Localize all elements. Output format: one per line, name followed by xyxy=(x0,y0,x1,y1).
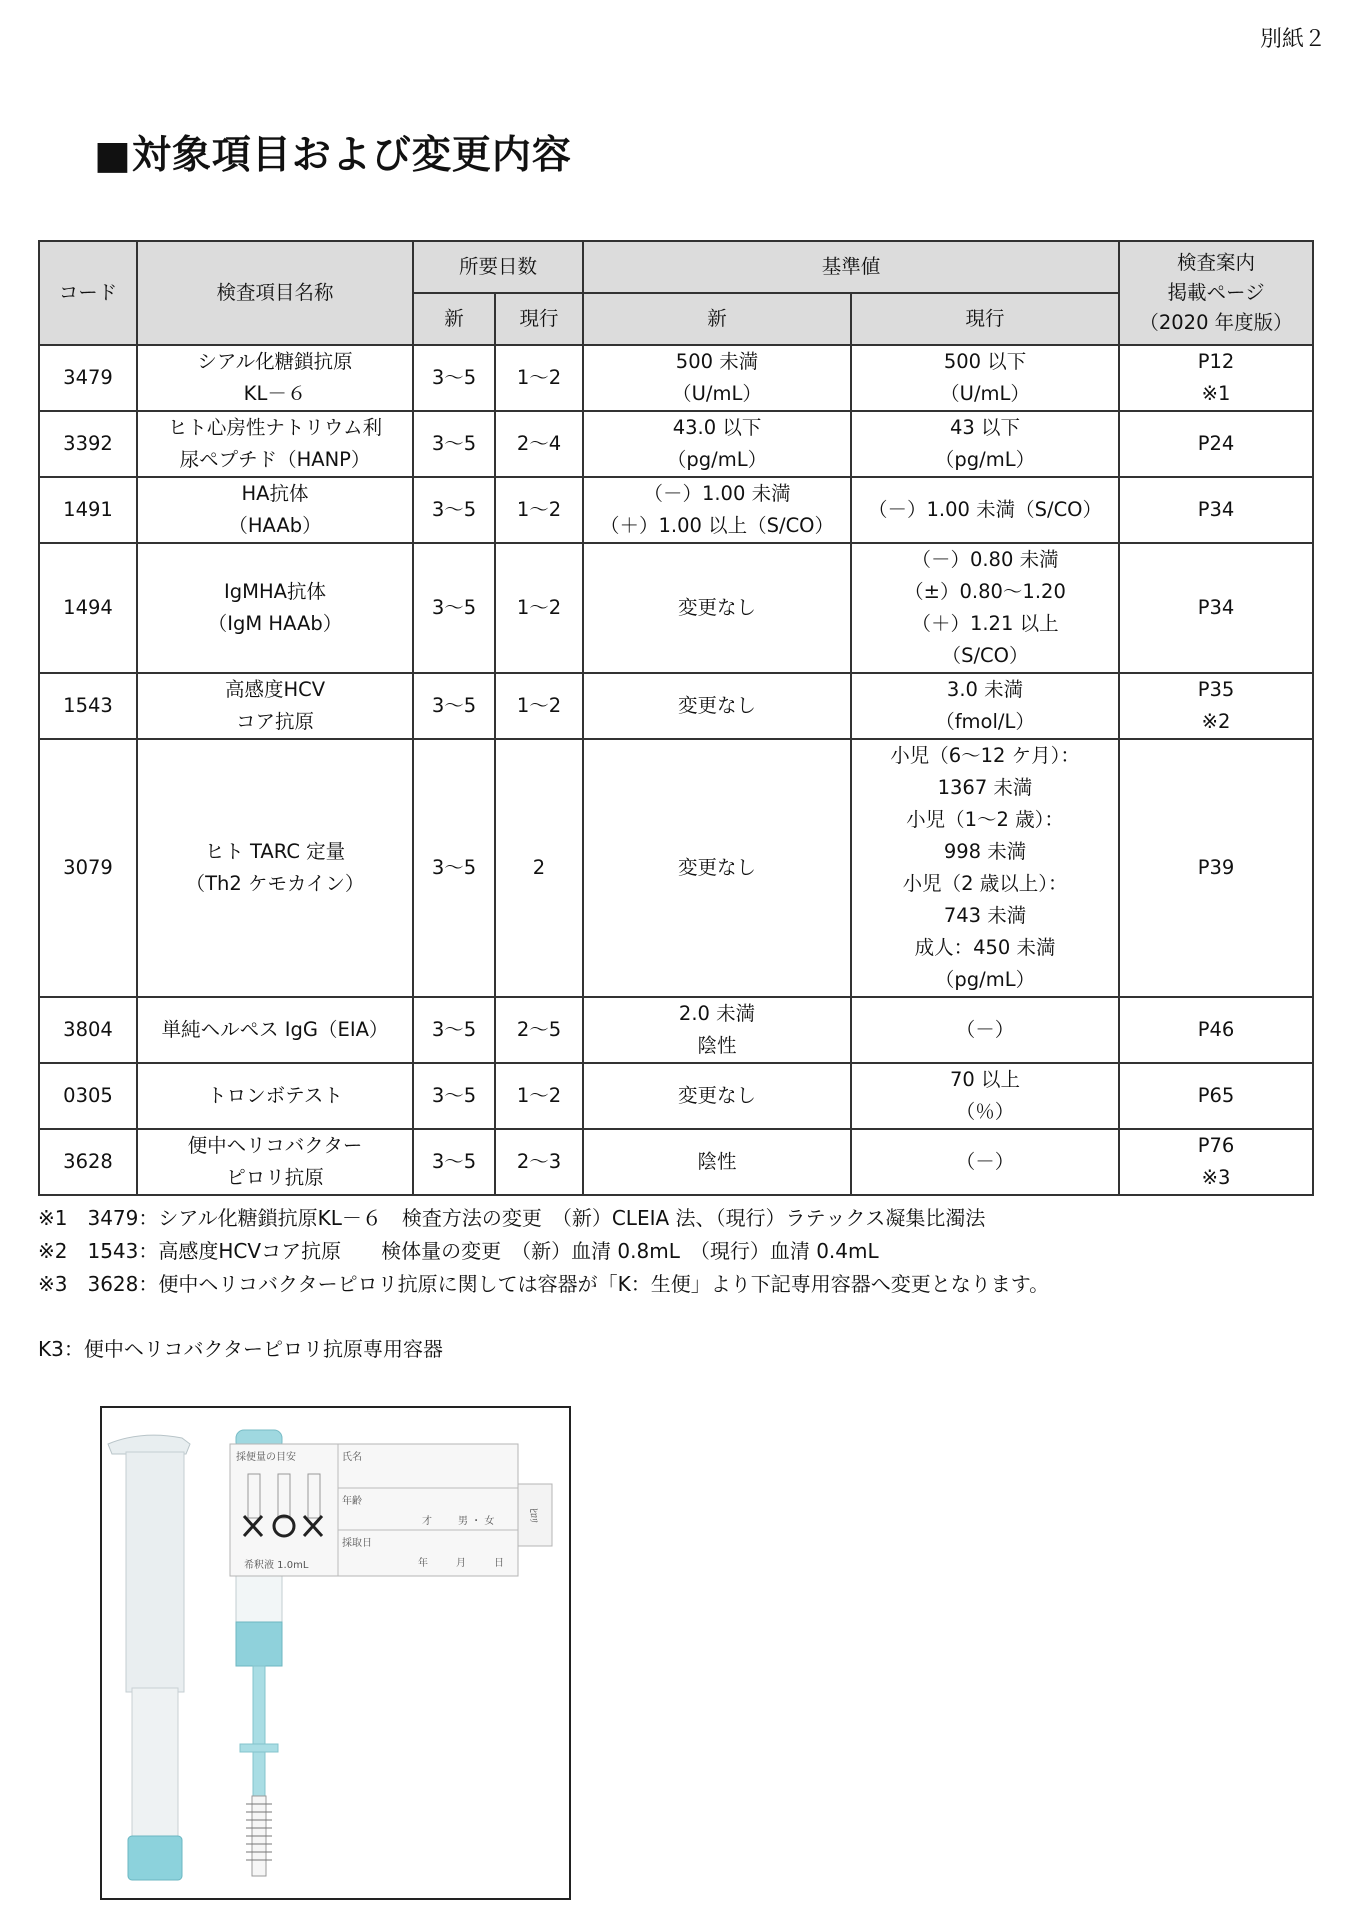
cell-days-current: 1～2 xyxy=(495,477,583,543)
cell-ref-new: （－）1.00 未満 （＋）1.00 以上（S/CO） xyxy=(583,477,851,543)
label-month: 月 xyxy=(456,1558,466,1569)
cell-page: P76 ※3 xyxy=(1119,1129,1313,1195)
cell-days-current: 1～2 xyxy=(495,543,583,673)
header-ref-current: 現行 xyxy=(851,293,1119,345)
cell-days-new: 3～5 xyxy=(413,673,495,739)
cell-page: P39 xyxy=(1119,739,1313,997)
cell-ref-current: 小児（6～12 ケ月）： 1367 未満 小児（1～2 歳）： 998 未満 小児（2 歳以上）： 743 未満 成人：450 未満 （pg/mL） xyxy=(851,739,1119,997)
header-code: コード xyxy=(39,241,137,345)
document-label: 別紙２ xyxy=(1259,27,1326,52)
table-row xyxy=(39,477,1313,543)
label-guide-text: 採便量の目安 xyxy=(236,1452,296,1463)
footnote-2: ※2 1543：高感度HCVコア抗原 検体量の変更 （新）血清 0.8mL （現行）血清 0.4mL xyxy=(38,1239,879,1263)
cell-days-current: 2～4 xyxy=(495,411,583,477)
cell-days-new: 3～5 xyxy=(413,411,495,477)
table-row xyxy=(39,1129,1313,1195)
label-age-text: 年齢 xyxy=(342,1496,362,1507)
cell-days-current: 2～5 xyxy=(495,997,583,1063)
cell-page: P12 ※1 xyxy=(1119,345,1313,411)
table-row xyxy=(39,345,1313,411)
cell-name: 単純ヘルペス IgG（EIA） xyxy=(137,997,413,1063)
change-table xyxy=(38,240,1314,1196)
label-date-text: 採取日 xyxy=(342,1538,372,1549)
header-required-days: 所要日数 xyxy=(413,241,583,293)
table-row xyxy=(39,411,1313,477)
cell-ref-new: 500 未満 （U/mL） xyxy=(583,345,851,411)
cell-ref-new: 変更なし xyxy=(583,739,851,997)
cell-code: 3628 xyxy=(39,1129,137,1195)
table-row xyxy=(39,543,1313,673)
cell-name: ヒト TARC 定量 （Th2 ケモカイン） xyxy=(137,739,413,997)
cell-days-new: 3～5 xyxy=(413,477,495,543)
cell-ref-new: 変更なし xyxy=(583,1063,851,1129)
cell-name: シアル化糖鎖抗原 KL－６ xyxy=(137,345,413,411)
cell-days-current: 1～2 xyxy=(495,673,583,739)
header-guide-page: 検査案内 掲載ページ （2020 年度版） xyxy=(1119,241,1313,345)
cell-ref-new: 変更なし xyxy=(583,543,851,673)
cell-ref-new: 43.0 以下 （pg/mL） xyxy=(583,411,851,477)
cell-ref-new: 2.0 未満 陰性 xyxy=(583,997,851,1063)
cell-ref-current: （－） xyxy=(851,1129,1119,1195)
cell-code: 3392 xyxy=(39,411,137,477)
cell-days-new: 3～5 xyxy=(413,345,495,411)
cell-days-new: 3～5 xyxy=(413,1063,495,1129)
table-row xyxy=(39,739,1313,997)
cell-page: P35 ※2 xyxy=(1119,673,1313,739)
sample-tube xyxy=(108,1435,190,1880)
cell-ref-current: （－）1.00 未満（S/CO） xyxy=(851,477,1119,543)
container-caption: K3：便中ヘリコバクターピロリ抗原専用容器 xyxy=(38,1337,444,1361)
cell-code: 1491 xyxy=(39,477,137,543)
header-ref-new: 新 xyxy=(583,293,851,345)
cell-name: 便中ヘリコバクター ピロリ抗原 xyxy=(137,1129,413,1195)
label-name-text: 氏名 xyxy=(342,1452,362,1463)
cell-name: ヒト心房性ナトリウム利 尿ペプチド（HANP） xyxy=(137,411,413,477)
label-age-unit: 才 xyxy=(422,1516,432,1527)
footnote-1: ※1 3479：シアル化糖鎖抗原KL－６ 検査方法の変更 （新）CLEIA 法、（現行）ラテックス凝集比濁法 xyxy=(38,1206,986,1230)
cell-days-current: 2～3 xyxy=(495,1129,583,1195)
cell-ref-current: （－） xyxy=(851,997,1119,1063)
footnote-3: ※3 3628：便中ヘリコバクターピロリ抗原に関しては容器が「K：生便」より下記専用容器へ変更となります。 xyxy=(38,1272,1050,1296)
cell-page: P24 xyxy=(1119,411,1313,477)
cell-ref-current: 500 以下 （U/mL） xyxy=(851,345,1119,411)
cell-code: 1543 xyxy=(39,673,137,739)
header-days-new: 新 xyxy=(413,293,495,345)
header-reference-value: 基準値 xyxy=(583,241,1119,293)
cell-name: HA抗体 （HAAb） xyxy=(137,477,413,543)
cell-name: 高感度HCV コア抗原 xyxy=(137,673,413,739)
cell-code: 0305 xyxy=(39,1063,137,1129)
container-illustration xyxy=(102,1408,569,1898)
cell-page: P34 xyxy=(1119,543,1313,673)
cell-days-new: 3～5 xyxy=(413,739,495,997)
cell-days-new: 3～5 xyxy=(413,543,495,673)
cell-days-new: 3～5 xyxy=(413,997,495,1063)
label-year: 年 xyxy=(418,1558,428,1569)
footnotes xyxy=(38,1202,1049,1301)
cell-ref-current: 43 以下 （pg/mL） xyxy=(851,411,1119,477)
table-row xyxy=(39,1063,1313,1129)
cell-days-current: 2 xyxy=(495,739,583,997)
page-title: ■対象項目および変更内容 xyxy=(94,133,572,178)
cell-name: IgMHA抗体 （IgM HAAb） xyxy=(137,543,413,673)
container-photo xyxy=(100,1406,571,1900)
cell-code: 1494 xyxy=(39,543,137,673)
label-day: 日 xyxy=(494,1558,504,1569)
cell-ref-new: 変更なし xyxy=(583,673,851,739)
cell-page: P46 xyxy=(1119,997,1313,1063)
label-diluent-text: 希釈液 1.0mL xyxy=(244,1560,309,1571)
header-test-name: 検査項目名称 xyxy=(137,241,413,345)
cell-code: 3804 xyxy=(39,997,137,1063)
label-side-text: ﾋﾛﾘ xyxy=(527,1508,538,1523)
cell-ref-current: 70 以上 （％） xyxy=(851,1063,1119,1129)
cell-ref-new: 陰性 xyxy=(583,1129,851,1195)
header-days-current: 現行 xyxy=(495,293,583,345)
label-sex-text: 男 ・ 女 xyxy=(458,1516,495,1527)
cell-page: P65 xyxy=(1119,1063,1313,1129)
cell-ref-current: 3.0 未満 （fmol/L） xyxy=(851,673,1119,739)
table-row xyxy=(39,997,1313,1063)
cell-code: 3079 xyxy=(39,739,137,997)
table-row xyxy=(39,673,1313,739)
cell-name: トロンボテスト xyxy=(137,1063,413,1129)
cell-days-current: 1～2 xyxy=(495,1063,583,1129)
cell-days-current: 1～2 xyxy=(495,345,583,411)
cell-code: 3479 xyxy=(39,345,137,411)
cell-days-new: 3～5 xyxy=(413,1129,495,1195)
specimen-label xyxy=(230,1444,552,1576)
cell-ref-current: （－）0.80 未満 （±）0.80～1.20 （＋）1.21 以上 （S/CO） xyxy=(851,543,1119,673)
cell-page: P34 xyxy=(1119,477,1313,543)
